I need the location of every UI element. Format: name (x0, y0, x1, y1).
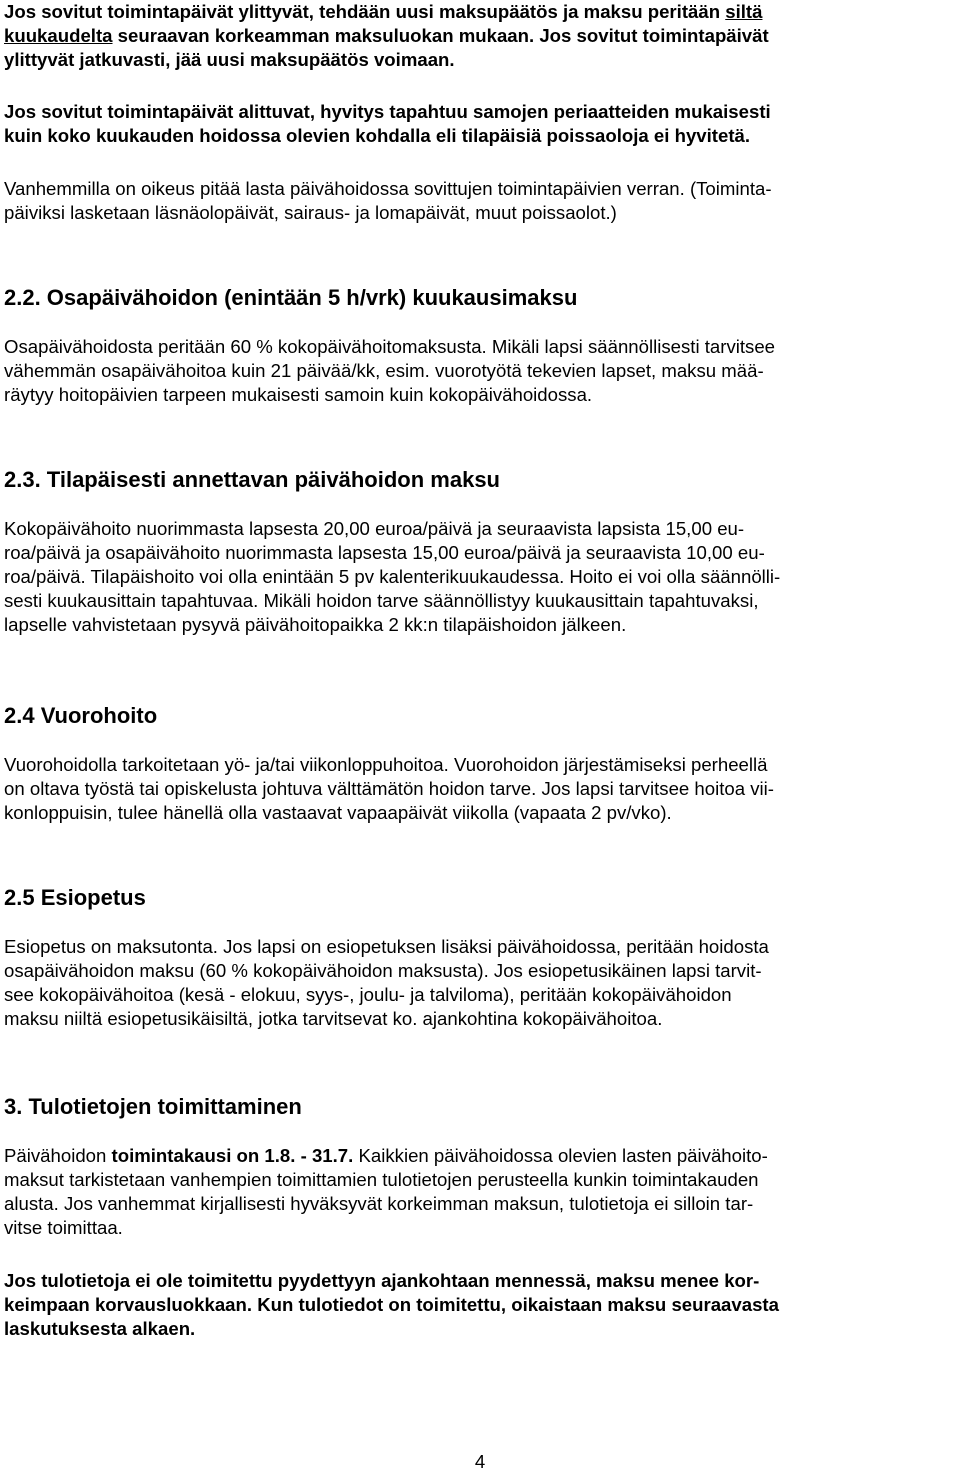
paragraph-line: sesti kuukausittain tapahtuvaa. Mikäli hoidon tarve säännöllistyy kuukausittain tapahtuvaksi, (4, 590, 759, 611)
paragraph-line: Osapäivähoidosta peritään 60 % kokopäivähoitomaksusta. Mikäli lapsi säännöllisesti tarvitsee (4, 336, 776, 357)
paragraph-line: räytyy hoitopäivien tarpeen mukaisesti samoin kuin kokopäivähoidossa. (4, 384, 593, 405)
paragraph-line: kuin koko kuukauden hoidossa olevien kohdalla eli tilapäisiä poissaoloja ei hyvitetä. (4, 125, 751, 146)
section-heading: 2.5 Esiopetus (4, 885, 146, 910)
paragraph-line: maksut tarkistetaan vanhempien toimittamien tulotietojen perusteella kunkin toimintakauden (4, 1169, 759, 1190)
paragraph-line (4, 24, 769, 48)
paragraph-line: roa/päivä ja osapäivähoito nuorimmasta lapsesta 15,00 euroa/päivä ja seuraavista 10,00 eu- (4, 542, 765, 563)
text-run: Päivähoidon (4, 1145, 112, 1166)
text-run: Jos sovitut toimintapäivät ylittyvät, tehdään uusi maksupäätös ja maksu peritään (4, 1, 726, 22)
section-heading: 2.4 Vuorohoito (4, 703, 158, 728)
paragraph-line: Esiopetus on maksutonta. Jos lapsi on esiopetuksen lisäksi päivähoidossa, peritään hoidosta (4, 936, 769, 957)
section-heading: 2.3. Tilapäisesti annettavan päivähoidon maksu (4, 467, 500, 492)
paragraph-line: päiviksi lasketaan läsnäolopäivät, sairaus- ja lomapäivät, muut poissaolot.) (4, 202, 617, 223)
section-heading: 2.2. Osapäivähoidon (enintään 5 h/vrk) kuukausimaksu (4, 285, 578, 310)
paragraph-line: konloppuisin, tulee hänellä olla vastaavat vapaapäivät viikolla (vapaata 2 pv/vko). (4, 802, 672, 823)
underlined-text: kuukaudelta (4, 25, 113, 46)
paragraph-line: vähemmän osapäivähoitoa kuin 21 päivää/kk, esim. vuorotyötä tekevien lapset, maksu mää- (4, 360, 764, 381)
section-heading: 3. Tulotietojen toimittaminen (4, 1094, 302, 1119)
paragraph-line: Kokopäivähoito nuorimmasta lapsesta 20,00 euroa/päivä ja seuraavista lapsista 15,00 eu- (4, 518, 745, 539)
paragraph-line: laskutuksesta alkaen. (4, 1318, 196, 1339)
paragraph-line: Vanhemmilla on oikeus pitää lasta päivähoidossa sovittujen toimintapäivien verran. (Toiminta- (4, 178, 772, 199)
text-run: Kaikkien päivähoidossa olevien lasten päivähoito- (353, 1145, 768, 1166)
paragraph-line (4, 0, 762, 24)
paragraph-line (4, 1144, 768, 1168)
paragraph-line: Jos tulotietoja ei ole toimitettu pyydettyyn ajankohtaan mennessä, maksu menee kor- (4, 1270, 760, 1291)
underlined-text: siltä (725, 1, 763, 22)
paragraph-line: osapäivähoidon maksu (60 % kokopäivähoidon maksusta). Jos esiopetusikäinen lapsi tarvit- (4, 960, 762, 981)
paragraph-line: on oltava työstä tai opiskelusta johtuva välttämätön hoidon tarve. Jos lapsi tarvitsee hoitoa vii- (4, 778, 774, 799)
paragraph-line: ylittyvät jatkuvasti, jää uusi maksupäätös voimaan. (4, 49, 455, 70)
paragraph-line: keimpaan korvausluokkaan. Kun tulotiedot on toimitettu, oikaistaan maksu seuraavasta (4, 1294, 779, 1315)
paragraph-line: alusta. Jos vanhemmat kirjallisesti hyväksyvät korkeimman maksun, tulotietoja ei silloin tar- (4, 1193, 754, 1214)
text-run: seuraavan korkeamman maksuluokan mukaan. Jos sovitut toimintapäivät (112, 25, 769, 46)
paragraph-line: maksu niiltä esiopetusikäisiltä, jotka tarvitsevat ko. ajankohtina kokopäivähoitoa. (4, 1008, 663, 1029)
paragraph-line: lapselle vahvistetaan pysyvä päivähoitopaikka 2 kk:n tilapäishoidon jälkeen. (4, 614, 627, 635)
page-number: 4 (474, 1451, 486, 1472)
bold-text: toimintakausi on 1.8. - 31.7. (111, 1145, 354, 1166)
paragraph-line: see kokopäivähoitoa (kesä - elokuu, syys-, joulu- ja talviloma), peritään kokopäivähoidon (4, 984, 732, 1005)
paragraph-line: Vuorohoidolla tarkoitetaan yö- ja/tai viikonloppuhoitoa. Vuorohoidon järjestämiseksi perheellä (4, 754, 768, 775)
paragraph-line: roa/päivä. Tilapäishoito voi olla enintään 5 pv kalenterikuukaudessa. Hoito ei voi olla säännölli- (4, 566, 781, 587)
paragraph-line: vitse toimittaa. (4, 1217, 123, 1238)
paragraph-line: Jos sovitut toimintapäivät alittuvat, hyvitys tapahtuu samojen periaatteiden mukaisesti (4, 101, 771, 122)
